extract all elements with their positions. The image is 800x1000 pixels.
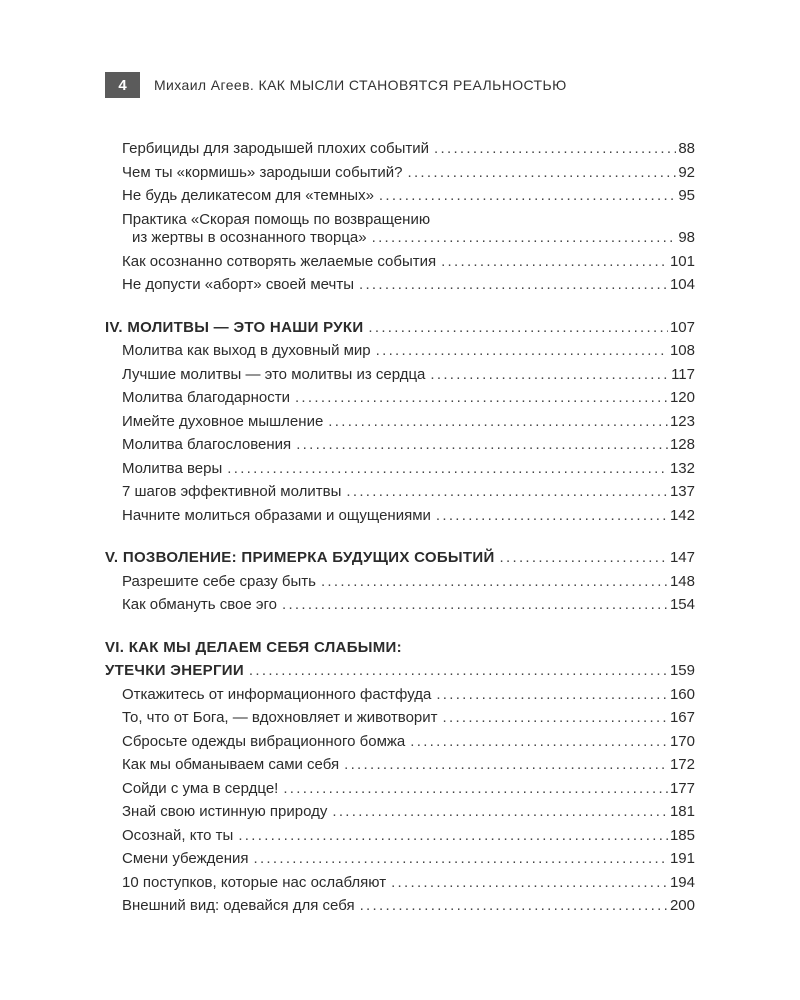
toc-entry-title: Сойди с ума в сердце! [122, 779, 279, 797]
leader-dots [227, 457, 668, 481]
toc-entry-title-line1: Практика «Скорая помощь по возвращению [122, 210, 431, 228]
toc-entry-page: 160 [669, 685, 695, 703]
leader-dots [436, 504, 668, 528]
leader-dots [296, 433, 668, 457]
toc-entry-page: 95 [678, 187, 695, 204]
toc-entry-title: Молитва благословения [122, 436, 292, 453]
toc-entry-page: 167 [669, 709, 695, 726]
toc-entry-page: 194 [669, 873, 695, 891]
leader-dots [283, 777, 668, 801]
leader-dots [328, 410, 668, 434]
toc-entry-title: Начните молиться образами и ощущениями [122, 506, 431, 524]
toc-entry-title: Молитва как выход в духовный мир [122, 342, 371, 359]
section-title-line2: УТЕЧКИ ЭНЕРГИИ [105, 662, 244, 679]
toc-entry-page: 92 [678, 163, 695, 181]
toc-entry [105, 683, 695, 707]
section-page: 107 [669, 318, 695, 336]
running-title: Михаил Агеев. КАК МЫСЛИ СТАНОВЯТСЯ РЕАЛЬНОСТЬЮ [154, 77, 567, 93]
toc-entry-title: Имейте духовное мышление [122, 412, 324, 430]
toc-entry-title: 7 шагов эффективной молитвы [122, 483, 342, 500]
toc-entry-page: 120 [669, 389, 695, 406]
toc-entry [105, 730, 695, 754]
toc-entry-page: 185 [669, 826, 695, 844]
toc-entry-multiline [105, 211, 695, 247]
section-page: 159 [669, 662, 695, 679]
toc-entry [105, 753, 695, 777]
toc-entry-title: Знай свою истинную природу [122, 803, 328, 820]
leader-dots [391, 871, 668, 895]
toc-entry-page: 181 [669, 803, 695, 820]
toc-entry [105, 457, 695, 481]
section-title-line1: VI. КАК МЫ ДЕЛАЕМ СЕБЯ СЛАБЫМИ: [105, 638, 402, 656]
leader-dots [295, 386, 668, 410]
leader-dots [359, 273, 668, 297]
leader-dots [372, 228, 677, 247]
toc-entry-title: То, что от Бога, — вдохновляет и животворит [122, 709, 438, 726]
toc-entry [105, 137, 695, 161]
toc-entry-page: 123 [669, 412, 695, 430]
toc-entry [105, 480, 695, 504]
toc-entry [105, 161, 695, 185]
toc-entry-page: 104 [669, 276, 695, 293]
leader-dots [434, 137, 676, 161]
toc-entry [105, 824, 695, 848]
toc-entry [105, 363, 695, 387]
toc-entry-page: 101 [669, 252, 695, 270]
running-header [105, 72, 567, 98]
toc-entry-page: 170 [669, 732, 695, 750]
leader-dots [408, 161, 677, 185]
toc-entry-page: 137 [669, 483, 695, 500]
toc-entry [105, 894, 695, 918]
leader-dots [254, 847, 668, 871]
leader-dots [282, 593, 668, 617]
toc-entry [105, 433, 695, 457]
table-of-contents [105, 137, 695, 918]
toc-entry-title: Лучшие молитвы — это молитвы из сердца [122, 365, 426, 383]
leader-dots [443, 706, 668, 730]
toc-entry-page: 200 [669, 897, 695, 914]
page-number-badge: 4 [105, 72, 140, 98]
toc-entry [105, 250, 695, 274]
toc-entry-page: 148 [669, 572, 695, 590]
toc-entry-title: Молитва веры [122, 459, 223, 477]
toc-entry [105, 386, 695, 410]
toc-entry-title: 10 поступков, которые нас ослабляют [122, 873, 387, 891]
toc-entry-page: 154 [669, 596, 695, 613]
section-page: 147 [669, 549, 695, 566]
section-title: V. ПОЗВОЛЕНИЕ: ПРИМЕРКА БУДУЩИХ СОБЫТИЙ [105, 549, 495, 566]
toc-entry [105, 847, 695, 871]
leader-dots [410, 730, 668, 754]
toc-entry-page: 142 [669, 506, 695, 524]
toc-entry-title: Смени убеждения [122, 850, 249, 867]
toc-entry-title: Как осознанно сотворять желаемые события [122, 252, 437, 270]
toc-entry-page: 108 [669, 342, 695, 359]
leader-dots [430, 363, 669, 387]
leader-dots [441, 250, 668, 274]
toc-entry-title: Не допусти «аборт» своей мечты [122, 276, 354, 293]
leader-dots [376, 339, 668, 363]
leader-dots [436, 683, 668, 707]
toc-entry-page: 172 [669, 756, 695, 773]
toc-entry-title: Разрешите себе сразу быть [122, 572, 316, 590]
toc-section-heading [105, 546, 695, 570]
toc-entry-title: Гербициды для зародышей плохих событий [122, 140, 430, 157]
toc-entry [105, 871, 695, 895]
toc-entry [105, 228, 695, 247]
toc-entry-title-line2: из жертвы в осознанного творца» [132, 228, 367, 246]
toc-entry [105, 410, 695, 434]
toc-entry-page: 117 [671, 365, 695, 383]
toc-entry-title: Молитва благодарности [122, 389, 290, 406]
toc-entry-page: 132 [669, 459, 695, 477]
toc-entry [105, 184, 695, 208]
leader-dots [249, 659, 668, 683]
leader-dots [360, 894, 668, 918]
toc-entry [105, 800, 695, 824]
toc-entry-title: Осознай, кто ты [122, 826, 234, 844]
toc-entry [105, 593, 695, 617]
leader-dots [332, 800, 668, 824]
toc-entry-page: 88 [678, 140, 695, 157]
toc-section-heading [105, 316, 695, 340]
toc-entry-page: 177 [669, 779, 695, 797]
toc-entry [105, 339, 695, 363]
toc-entry-title: Внешний вид: одевайся для себя [122, 897, 355, 914]
toc-entry [105, 273, 695, 297]
toc-entry-title: Не будь деликатесом для «темных» [122, 187, 374, 204]
toc-entry-page: 98 [678, 228, 695, 246]
leader-dots [344, 753, 668, 777]
toc-entry [105, 706, 695, 730]
toc-section-heading [105, 659, 695, 683]
toc-entry-title: Как обмануть свое эго [122, 596, 277, 613]
toc-entry-title: Как мы обманываем сами себя [122, 756, 340, 773]
toc-entry-title: Чем ты «кормишь» зародыши событий? [122, 163, 403, 181]
section-title: IV. МОЛИТВЫ — ЭТО НАШИ РУКИ [105, 318, 364, 336]
toc-entry-page: 191 [669, 850, 695, 867]
toc-entry-title: Откажитесь от информационного фастфуда [122, 685, 432, 703]
toc-entry [105, 777, 695, 801]
leader-dots [321, 570, 668, 594]
leader-dots [368, 316, 668, 340]
toc-entry [105, 570, 695, 594]
toc-entry [105, 504, 695, 528]
leader-dots [500, 546, 668, 570]
leader-dots [379, 184, 676, 208]
toc-entry-title: Сбросьте одежды вибрационного бомжа [122, 732, 406, 750]
leader-dots [346, 480, 668, 504]
toc-entry-page: 128 [669, 436, 695, 453]
leader-dots [238, 824, 668, 848]
